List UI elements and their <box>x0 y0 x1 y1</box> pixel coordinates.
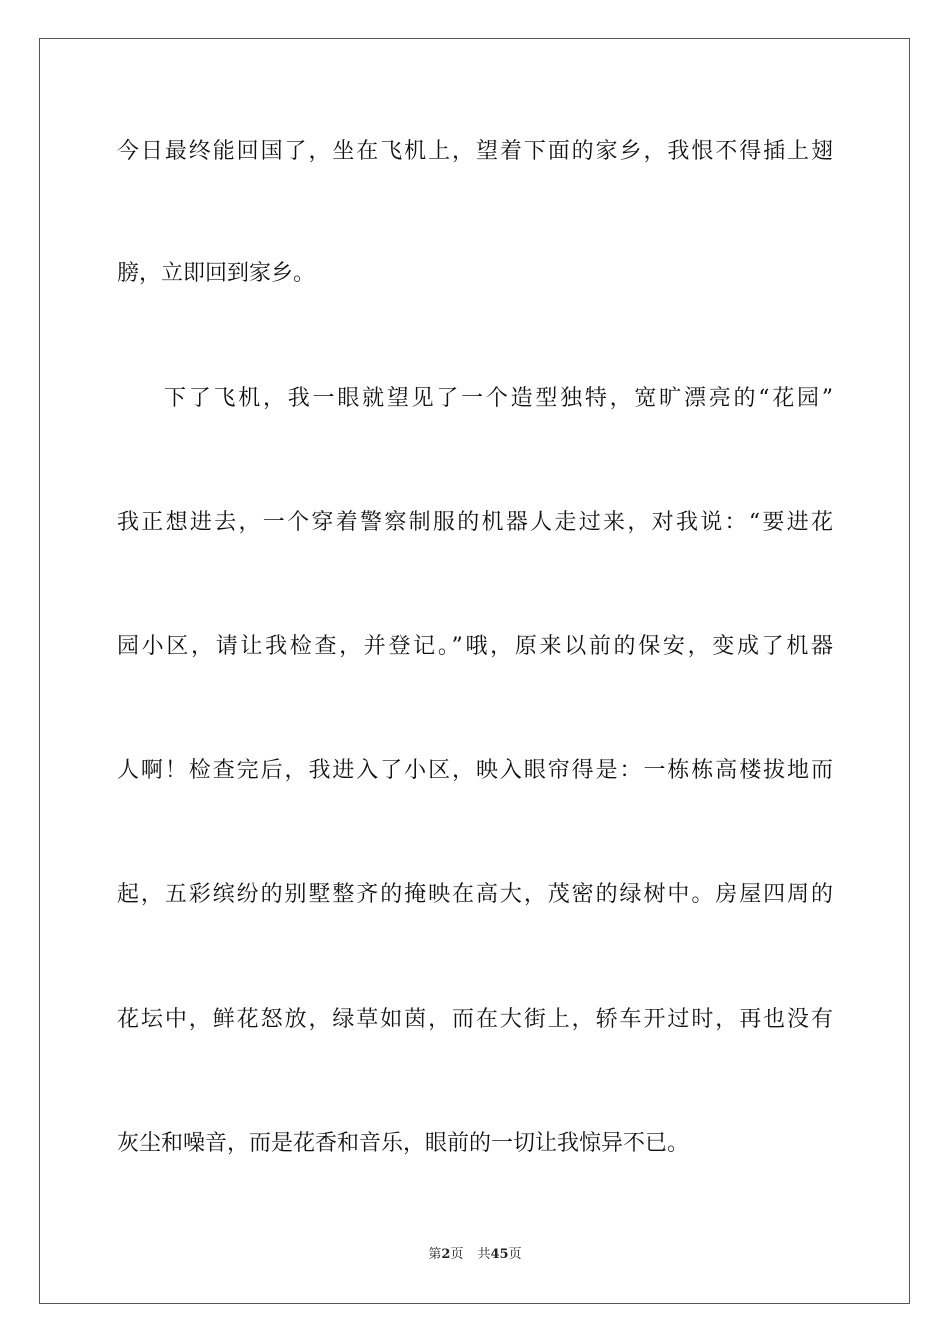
text-line: 花坛中，鲜花怒放，绿草如茵，而在大街上，轿车开过时，再也没有 <box>117 1007 833 1032</box>
page-border <box>39 38 910 1304</box>
text-line: 起，五彩缤纷的别墅整齐的掩映在高大，茂密的绿树中。房屋四周的 <box>117 882 833 907</box>
text-line: 灰尘和噪音，而是花香和音乐，眼前的一切让我惊异不已。 <box>117 1131 690 1156</box>
page-suffix: 页 <box>450 1247 464 1262</box>
total-suffix: 页 <box>508 1247 522 1262</box>
text-line: 下了飞机，我一眼就望见了一个造型独特，宽旷漂亮的“花园” <box>164 386 833 411</box>
page-prefix: 第 <box>428 1247 442 1262</box>
text-line: 园小区，请让我检查，并登记。”哦，原来以前的保安，变成了机器 <box>117 634 833 659</box>
text-line: 膀，立即回到家乡。 <box>117 261 316 286</box>
page-number: 2 <box>441 1247 451 1262</box>
total-pages: 45 <box>490 1247 509 1262</box>
text-line: 人啊！检查完后，我进入了小区，映入眼帘得是：一栋栋高楼拔地而 <box>117 758 833 783</box>
text-line: 我正想进去，一个穿着警察制服的机器人走过来，对我说：“要进花 <box>117 510 833 535</box>
total-prefix: 共 <box>477 1247 491 1262</box>
text-line: 今日最终能回国了，坐在飞机上，望着下面的家乡，我恨不得插上翅 <box>117 139 833 164</box>
page-footer <box>0 1246 950 1264</box>
